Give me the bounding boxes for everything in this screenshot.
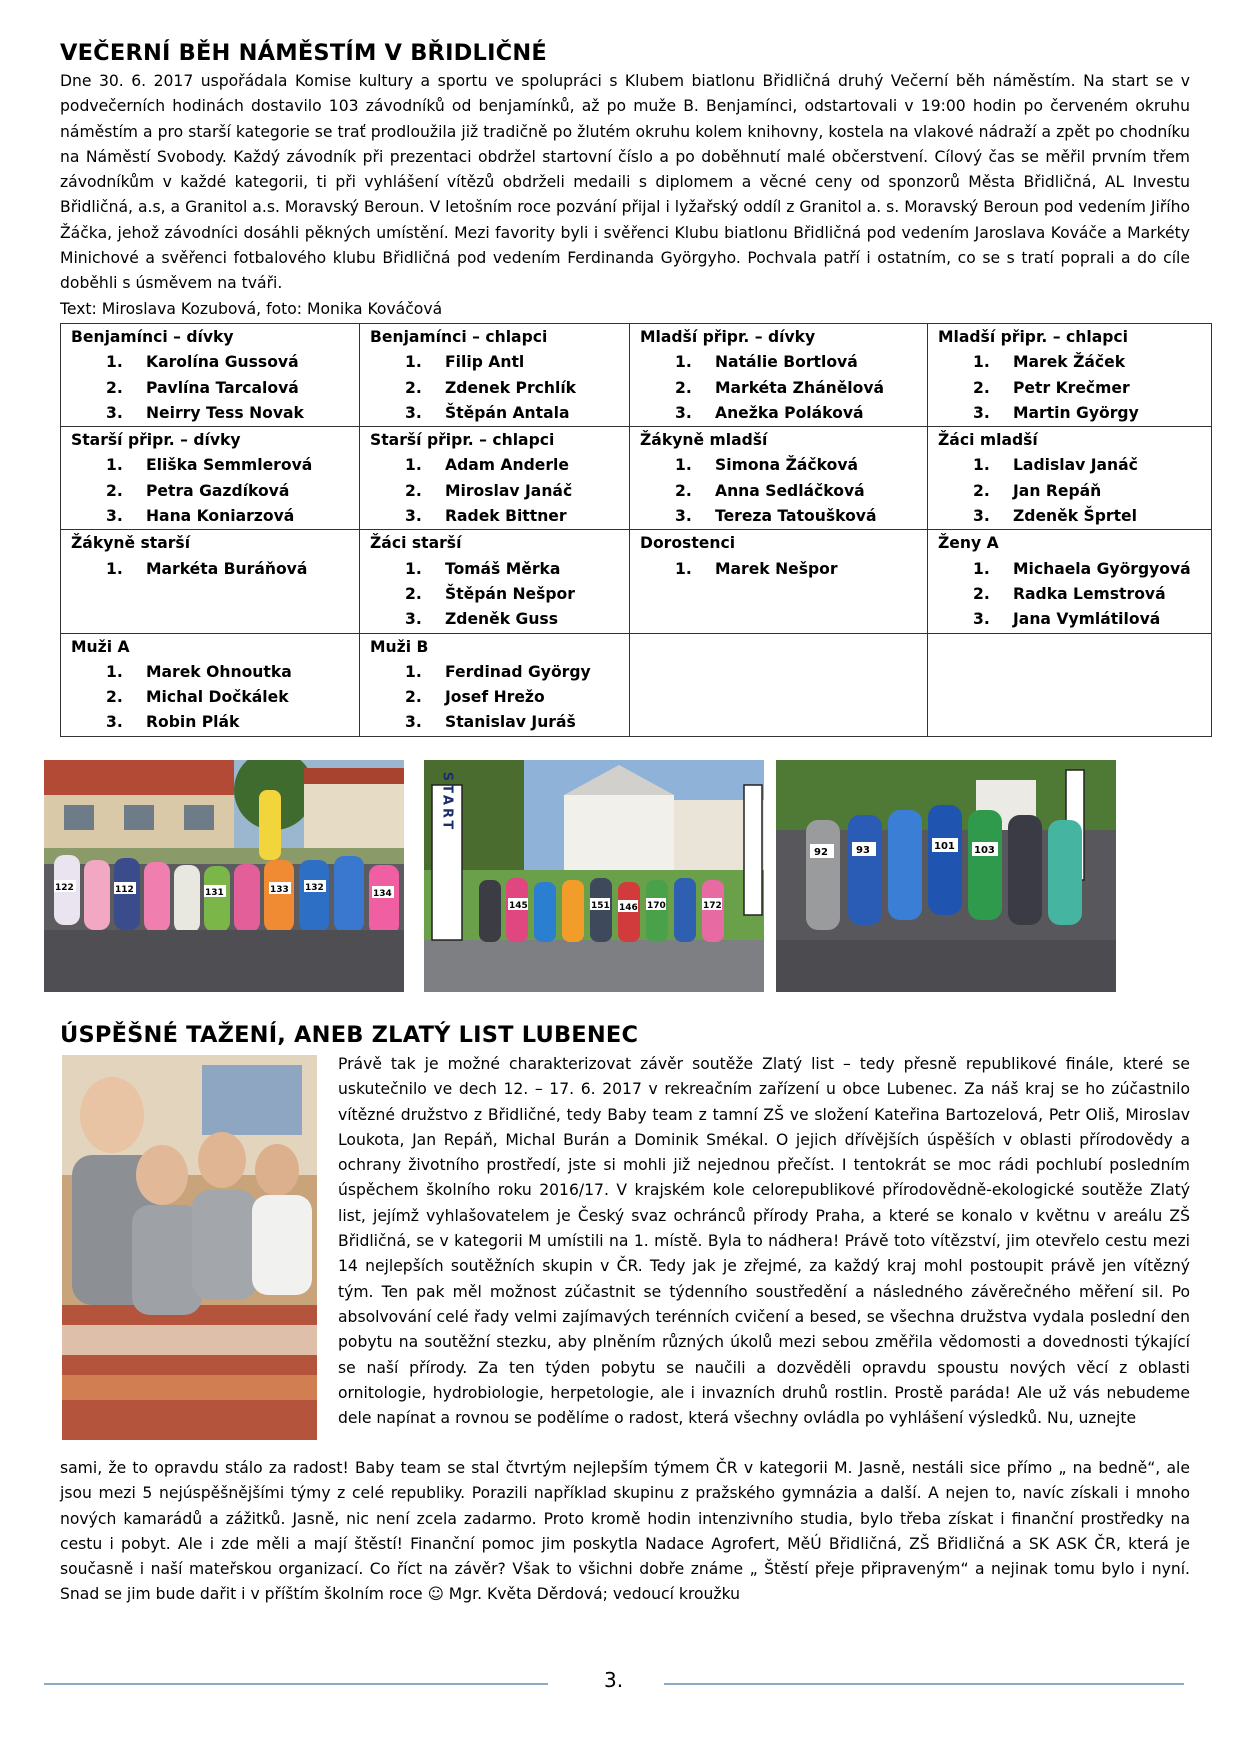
placement bbox=[640, 557, 921, 582]
category-name: Muži B bbox=[370, 637, 429, 656]
race-start-photo-2 bbox=[424, 760, 764, 992]
placement bbox=[370, 504, 623, 529]
placement-rank: 1. bbox=[675, 353, 692, 372]
article-2-title: ÚSPĚŠNÉ TAŽENÍ, ANEB ZLATÝ LIST LUBENEC bbox=[60, 1022, 639, 1048]
results-category-cell bbox=[61, 427, 360, 530]
bib-number: 93 bbox=[856, 845, 870, 856]
competitor-name: Ferdinad György bbox=[445, 662, 591, 681]
placement bbox=[370, 401, 623, 426]
competitor-name: Zdeněk Šprtel bbox=[1013, 507, 1137, 526]
placement bbox=[370, 710, 623, 735]
competitor-name: Josef Hrežo bbox=[445, 688, 545, 707]
article-1-body: Dne 30. 6. 2017 uspořádala Komise kultury a sportu ve spolupráci s Klubem biatlonu Břidličná druhý Večerní běh náměstím. Na start se v podvečerních hodinách dostavilo 103 závodníků od benjamínků, až po muže B. Benjamínci, odstartovali v 19:00 hodin po červeném okruhu náměstím a pro starší kategorie se trať prodloužila již tradičně po žlutém okruhu kolem knihovny, kostela na vlakové nádraží a zpět po chodníku na Náměstí Svobody. Každý závodník při prezentaci obdržel startovní číslo a po doběhnutí malé občerstvení. Cílový čas se měřil prvním třem závodníkům v každé kategorii, ti při vyhlášení vítězů obdrželi medaili s diplomem a věcné ceny od sponzorů Města Břidličná, AL Investu Břidličná, a.s, a Granitol a.s. Moravský Beroun. V letošním roce pozvání přijal i lyžařský oddíl z Granitol a. s. Moravský Beroun pod vedením Jiřího Žáčka, jehož závodníci dosáhli pěkných umístění. Mezi favority byli i svěřenci Klubu biatlonu Břidličná pod vedením Jaroslava Kováče a Markéty Minichové a svěřenci fotbalového klubu Břidličná pod vedením Ferdinanda Györgyho. Pochvala patří i ostatním, co se s tratí poprali a do cíle doběhli s úsměvem na tváři. bbox=[60, 72, 1190, 293]
category-name: Starší připr. – dívky bbox=[71, 431, 241, 450]
competitor-name: Marek Žáček bbox=[1013, 353, 1126, 372]
category-name: Muži A bbox=[71, 637, 130, 656]
placement-rank: 2. bbox=[405, 481, 422, 500]
results-table bbox=[60, 323, 1212, 737]
article-2 bbox=[60, 1022, 1190, 1051]
competitor-name: Jana Vymlátilová bbox=[1013, 610, 1161, 629]
placement bbox=[370, 607, 623, 632]
competitor-name: Markéta Zhánělová bbox=[715, 378, 885, 397]
article-1 bbox=[60, 40, 1190, 737]
placement bbox=[640, 376, 921, 401]
competitor-name: Karolína Gussová bbox=[146, 353, 299, 372]
race-start-photo-1 bbox=[44, 760, 404, 992]
placement bbox=[370, 582, 623, 607]
competitor-name: Petr Krečmer bbox=[1013, 378, 1130, 397]
placement bbox=[938, 350, 1205, 375]
competitor-name: Eliška Semmlerová bbox=[146, 456, 313, 475]
placement bbox=[938, 557, 1205, 582]
race-start-photo-3 bbox=[776, 760, 1116, 992]
competitor-name: Radek Bittner bbox=[445, 507, 567, 526]
category-name: Žákyně mladší bbox=[640, 431, 768, 450]
placement-rank: 2. bbox=[973, 481, 990, 500]
results-category-cell bbox=[928, 530, 1212, 633]
competitor-name: Marek Nešpor bbox=[715, 559, 838, 578]
placement-rank: 2. bbox=[973, 378, 990, 397]
placement-rank: 1. bbox=[405, 662, 422, 681]
competitor-name: Neirry Tess Novak bbox=[146, 403, 304, 422]
bib-number: 145 bbox=[509, 901, 528, 911]
competitor-name: Simona Žáčková bbox=[715, 456, 859, 475]
placement-rank: 1. bbox=[106, 353, 123, 372]
photo-strip bbox=[44, 760, 1204, 992]
placement bbox=[71, 401, 353, 426]
bib-number: 112 bbox=[115, 885, 134, 895]
placement bbox=[370, 350, 623, 375]
bib-number: 101 bbox=[934, 841, 955, 852]
results-category-cell bbox=[630, 530, 928, 633]
placement bbox=[71, 479, 353, 504]
competitor-name: Ladislav Janáč bbox=[1013, 456, 1138, 475]
bib-number: 172 bbox=[703, 901, 722, 911]
article-1-title: VEČERNÍ BĚH NÁMĚSTÍM V BŘIDLIČNÉ bbox=[60, 40, 547, 66]
placement-rank: 3. bbox=[973, 507, 990, 526]
results-category-cell bbox=[630, 323, 928, 426]
bib-number: 131 bbox=[205, 888, 224, 898]
article-1-credit: Text: Miroslava Kozubová, foto: Monika Kováčová bbox=[60, 299, 443, 318]
placement-rank: 2. bbox=[106, 688, 123, 707]
placement-rank: 2. bbox=[405, 378, 422, 397]
competitor-name: Zdeněk Guss bbox=[445, 610, 558, 629]
category-name: Benjamínci – dívky bbox=[71, 327, 234, 346]
placement bbox=[370, 453, 623, 478]
placement-rank: 2. bbox=[405, 688, 422, 707]
results-category-cell bbox=[928, 323, 1212, 426]
article-2-body-part-1: Právě tak je možné charakterizovat závěr soutěže Zlatý list – tedy přesně republikové finále, které se uskutečnilo ve dech 12. – 17. 6. 2017 v rekreačním zařízení u obce Lubenec. Za náš kraj se ho zúčastnilo vítězné družstvo z Břidličné, tedy Baby team z tamní ZŠ ve složení Kateřina Bartozelová, Petr Oliš, Miroslav Loukota, Jan Repáň, Michal Burán a Dominik Smékal. O jejich dřívějších úspěších v oblasti přírodovědy a ochrany životního prostředí, jste si mohli již nejednou přečíst. I tentokrát se moc rádi pochlubí posledním úspěchem školního roku 2016/17. V krajském kole celorepublikové přírodovědně-ekologické soutěže Zlatý list, jejímž vyhlašovatelem je Český svaz ochránců přírody Praha, a které se konalo v květnu v areálu ZŠ Břidličná, se v kategorii M umístili na 1. místě. Byla to nádhera! Právě toto vítězství, jim otevřelo cestu mezi 14 nejlepších soutěžních skupin v ČR. Tedy jak je zřejmé, za každý kraj mohl postoupit právě jen vítězný tým. Ten pak měl možnost zúčastnit se týdenního soustředění a následného závěrečného měření sil. Po absolvování celé řady velmi zajímavých terénních cvičení a besed, se všechna družstva vydala poslední den pobytu na soutěžní stezku, aby plněním různých úkolů mezi sebou změřila vědomosti a dovednosti týkající se naší přírody. Za ten týden pobytu se naučili a dozvěděli opravdu spoustu nových věcí z oblasti ornitologie, hydrobiologie, herpetologie, ale i invazních druhů rostlin. Prostě paráda! Ale už vás nebudeme dele napínat a rovnou se podělíme o radost, která všechny ovládla po vyhlášení výsledků. Nu, uznejte bbox=[338, 1055, 1190, 1428]
placement-rank: 1. bbox=[675, 456, 692, 475]
zlaty-list-photo bbox=[62, 1055, 317, 1440]
placement-rank: 1. bbox=[973, 353, 990, 372]
placement-rank: 3. bbox=[106, 713, 123, 732]
results-category-cell bbox=[360, 530, 630, 633]
placement-rank: 2. bbox=[106, 378, 123, 397]
placement bbox=[938, 479, 1205, 504]
competitor-name: Radka Lemstrová bbox=[1013, 584, 1166, 603]
category-name: Žáci mladší bbox=[938, 431, 1038, 450]
placement-rank: 1. bbox=[405, 559, 422, 578]
placement bbox=[370, 376, 623, 401]
placement-rank: 1. bbox=[973, 456, 990, 475]
competitor-name: Marek Ohnoutka bbox=[146, 662, 292, 681]
placement bbox=[370, 479, 623, 504]
results-category-cell bbox=[928, 633, 1212, 736]
placement bbox=[71, 685, 353, 710]
results-category-cell bbox=[360, 427, 630, 530]
category-name: Starší připr. – chlapci bbox=[370, 431, 555, 450]
placement-rank: 3. bbox=[973, 403, 990, 422]
page-number: 3. bbox=[604, 1668, 624, 1692]
bib-number: 132 bbox=[305, 883, 324, 893]
competitor-name: Stanislav Juráš bbox=[445, 713, 576, 732]
footer-divider-right bbox=[664, 1683, 1184, 1685]
placement bbox=[640, 479, 921, 504]
placement bbox=[938, 453, 1205, 478]
placement-rank: 2. bbox=[405, 584, 422, 603]
competitor-name: Robin Plák bbox=[146, 713, 240, 732]
placement-rank: 2. bbox=[106, 481, 123, 500]
placement bbox=[640, 401, 921, 426]
placement bbox=[71, 453, 353, 478]
placement bbox=[640, 453, 921, 478]
placement-rank: 3. bbox=[973, 610, 990, 629]
bib-number: 170 bbox=[647, 901, 666, 911]
placement bbox=[71, 660, 353, 685]
results-category-cell bbox=[928, 427, 1212, 530]
competitor-name: Anežka Poláková bbox=[715, 403, 864, 422]
placement-rank: 1. bbox=[675, 559, 692, 578]
placement-rank: 1. bbox=[106, 559, 123, 578]
placement bbox=[71, 557, 353, 582]
competitor-name: Filip Antl bbox=[445, 353, 525, 372]
placement-rank: 2. bbox=[675, 481, 692, 500]
placement-rank: 3. bbox=[405, 403, 422, 422]
competitor-name: Štěpán Antala bbox=[445, 403, 570, 422]
competitor-name: Tomáš Měrka bbox=[445, 559, 561, 578]
placement-rank: 2. bbox=[675, 378, 692, 397]
results-category-cell bbox=[61, 633, 360, 736]
placement bbox=[71, 710, 353, 735]
results-row bbox=[61, 323, 1212, 426]
placement bbox=[938, 376, 1205, 401]
bib-number: 146 bbox=[619, 903, 638, 913]
category-name: Mladší připr. – chlapci bbox=[938, 327, 1128, 346]
placement bbox=[71, 504, 353, 529]
placement-rank: 3. bbox=[405, 713, 422, 732]
results-category-cell bbox=[360, 633, 630, 736]
results-category-cell bbox=[61, 323, 360, 426]
competitor-name: Martin György bbox=[1013, 403, 1139, 422]
competitor-name: Adam Anderle bbox=[445, 456, 569, 475]
placement-rank: 3. bbox=[106, 507, 123, 526]
placement bbox=[640, 504, 921, 529]
category-name: Žáci starší bbox=[370, 534, 462, 553]
competitor-name: Petra Gazdíková bbox=[146, 481, 290, 500]
results-category-cell bbox=[360, 323, 630, 426]
bib-number: 133 bbox=[270, 885, 289, 895]
competitor-name: Pavlína Tarcalová bbox=[146, 378, 299, 397]
placement bbox=[938, 504, 1205, 529]
placement-rank: 3. bbox=[106, 403, 123, 422]
competitor-name: Miroslav Janáč bbox=[445, 481, 573, 500]
placement-rank: 1. bbox=[405, 456, 422, 475]
placement-rank: 1. bbox=[405, 353, 422, 372]
competitor-name: Jan Repáň bbox=[1013, 481, 1102, 500]
placement-rank: 3. bbox=[405, 610, 422, 629]
bib-number: 122 bbox=[55, 883, 74, 893]
placement bbox=[938, 607, 1205, 632]
placement-rank: 3. bbox=[405, 507, 422, 526]
bib-number: 134 bbox=[373, 889, 392, 899]
bib-number: 103 bbox=[974, 845, 995, 856]
category-name: Benjamínci – chlapci bbox=[370, 327, 548, 346]
competitor-name: Anna Sedláčková bbox=[715, 481, 865, 500]
competitor-name: Hana Koniarzová bbox=[146, 507, 295, 526]
placement bbox=[370, 685, 623, 710]
article-2-body-part-2: sami, že to opravdu stálo za radost! Baby team se stal čtvrtým nejlepším týmem ČR v kategorii M. Jasně, nestáli sice přímo „ na bedně“, ale jsou mezi 5 nejúspěšnějšími týmy z celé republiky. Porazili například skupinu z pražského gymnázia a další. A nejen to, navíc získali i mnoho nových kamarádů a zážitků. Jasně, nic není zcela zadarmo. Proto kromě hodin intenzivního studia, bylo třeba získat i finanční prostředky na cestu i pobyt. Ale i zde měli a mají štěstí! Finanční pomoc jim poskytla Nadace Agrofert, MěÚ Břidličná, ZŠ Břidličná a SK ASK ČR, která je současně i naší mateřskou organizací. Co říct na závěr? Však to všichni dobře známe „ Štěstí přeje připraveným“ a nejinak tomu bylo i nyní. Snad se jim bude dařit i v příštím školním roce ☺ Mgr. Květa Děrdová; vedoucí kroužku bbox=[60, 1459, 1190, 1604]
bib-number: 92 bbox=[814, 847, 828, 858]
placement-rank: 1. bbox=[973, 559, 990, 578]
competitor-name: Tereza Tatoušková bbox=[715, 507, 877, 526]
competitor-name: Štěpán Nešpor bbox=[445, 584, 575, 603]
category-name: Žákyně starší bbox=[71, 534, 191, 553]
placement bbox=[938, 401, 1205, 426]
placement bbox=[938, 582, 1205, 607]
placement bbox=[370, 660, 623, 685]
placement-rank: 2. bbox=[973, 584, 990, 603]
results-category-cell bbox=[61, 530, 360, 633]
competitor-name: Zdenek Prchlík bbox=[445, 378, 577, 397]
competitor-name: Natálie Bortlová bbox=[715, 353, 858, 372]
category-name: Ženy A bbox=[938, 534, 999, 553]
competitor-name: Michal Dočkálek bbox=[146, 688, 289, 707]
placement-rank: 3. bbox=[675, 507, 692, 526]
placement-rank: 3. bbox=[675, 403, 692, 422]
category-name: Dorostenci bbox=[640, 534, 736, 553]
competitor-name: Markéta Buráňová bbox=[146, 559, 308, 578]
placement-rank: 1. bbox=[106, 662, 123, 681]
category-name: Mladší připr. – dívky bbox=[640, 327, 816, 346]
placement bbox=[640, 350, 921, 375]
placement bbox=[71, 376, 353, 401]
bib-number: 151 bbox=[591, 901, 610, 911]
footer-divider-left bbox=[44, 1683, 548, 1685]
results-row bbox=[61, 530, 1212, 633]
placement bbox=[370, 557, 623, 582]
start-sign-text: START bbox=[439, 771, 455, 833]
results-category-cell bbox=[630, 427, 928, 530]
results-category-cell bbox=[630, 633, 928, 736]
competitor-name: Michaela Györgyová bbox=[1013, 559, 1191, 578]
placement-rank: 1. bbox=[106, 456, 123, 475]
results-row bbox=[61, 633, 1212, 736]
placement bbox=[71, 350, 353, 375]
results-row bbox=[61, 427, 1212, 530]
